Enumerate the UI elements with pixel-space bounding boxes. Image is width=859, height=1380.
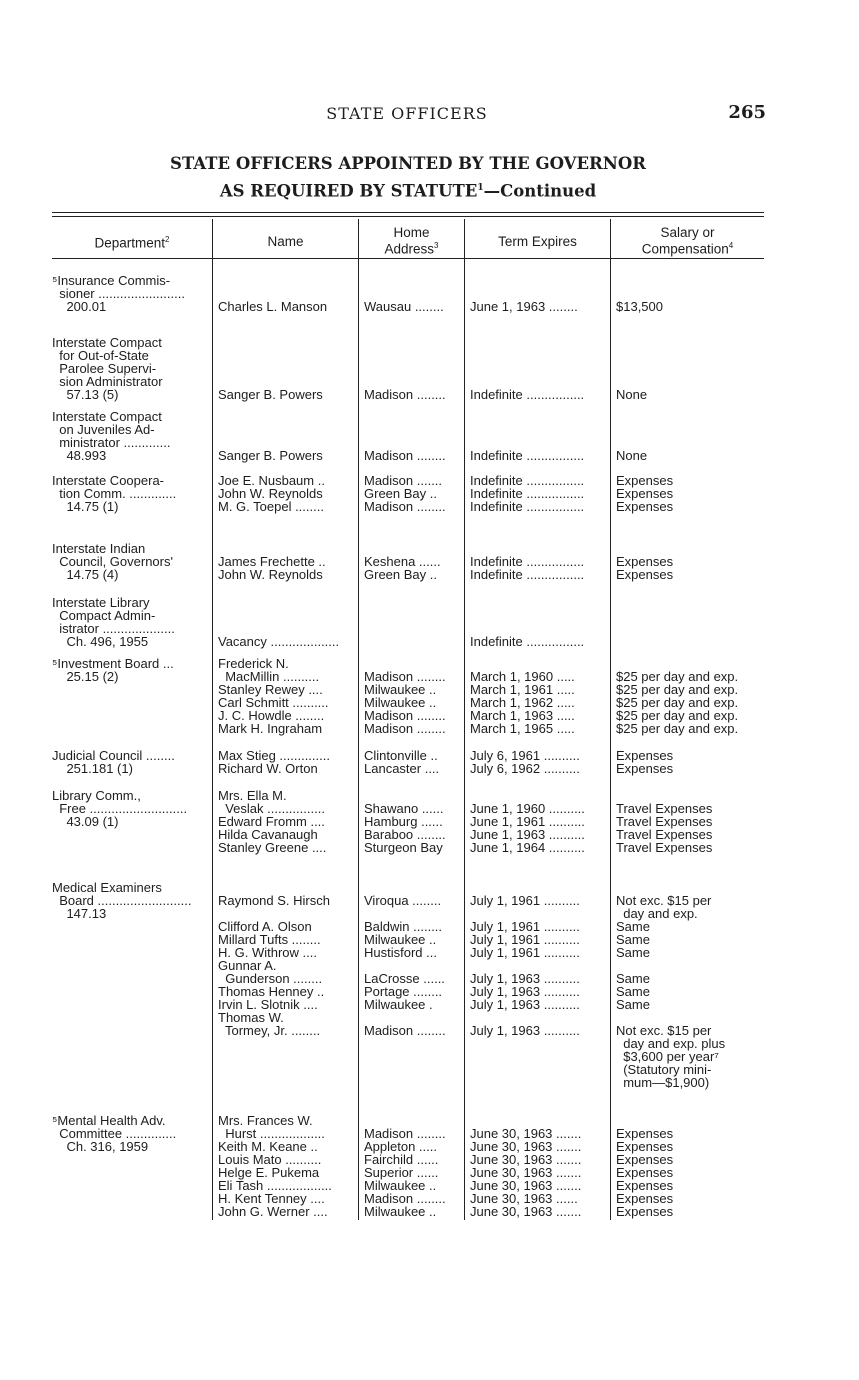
name-cell-line: Clifford A. Olson bbox=[218, 919, 312, 934]
salary-cell-line: Expenses bbox=[616, 499, 674, 514]
name-cell-line: Millard Tufts ........ bbox=[218, 932, 321, 947]
department-cell-line: Compact Admin- bbox=[52, 608, 156, 623]
name-cell-line: Louis Mato .......... bbox=[218, 1152, 322, 1167]
home-address-cell-line: Madison ........ bbox=[364, 721, 446, 736]
term-expires-cell-line: March 1, 1963 ..... bbox=[470, 708, 575, 723]
home-address-cell-line: Viroqua ........ bbox=[364, 893, 442, 908]
term-expires-cell-line: March 1, 1960 ..... bbox=[470, 669, 575, 684]
home-address-cell-line: Superior ...... bbox=[364, 1165, 439, 1180]
department-cell bbox=[52, 1114, 210, 1153]
name-cell bbox=[218, 749, 358, 775]
home-address-cell-line: Madison ........ bbox=[364, 499, 446, 514]
department-cell-line: Ch. 496, 1955 bbox=[52, 634, 149, 649]
header-salary-line1: Salary or bbox=[660, 225, 715, 241]
name-cell-line: Sanger B. Powers bbox=[218, 448, 323, 463]
name-cell-line: Thomas W. bbox=[218, 1010, 284, 1025]
name-cell-line: Mrs. Ella M. bbox=[218, 788, 287, 803]
title-line-2 bbox=[52, 176, 764, 204]
department-cell-line: Free ........................... bbox=[52, 801, 188, 816]
home-address-cell-line: Madison ........ bbox=[364, 1023, 446, 1038]
home-address-cell-line: Madison ........ bbox=[364, 448, 446, 463]
department-cell bbox=[52, 881, 210, 920]
home-address-cell-line: Madison ........ bbox=[364, 1191, 446, 1206]
home-address-cell bbox=[364, 388, 462, 401]
salary-cell-line: Same bbox=[616, 945, 650, 960]
term-expires-cell-line: July 6, 1961 .......... bbox=[470, 748, 580, 763]
home-address-cell-line: Madison ....... bbox=[364, 473, 443, 488]
salary-cell bbox=[616, 657, 764, 735]
salary-cell-line: (Statutory mini- bbox=[616, 1062, 712, 1077]
department-cell-line: sion Administrator bbox=[52, 374, 163, 389]
home-address-cell-line: Baraboo ........ bbox=[364, 827, 446, 842]
department-cell-line: ministrator ............. bbox=[52, 435, 171, 450]
department-cell-line: Interstate Compact bbox=[52, 409, 162, 424]
term-expires-cell bbox=[470, 789, 608, 854]
name-cell-line: Helge E. Pukema bbox=[218, 1165, 320, 1180]
department-cell-line: ⁵Insurance Commis- bbox=[52, 273, 171, 288]
header-term-expires bbox=[465, 224, 610, 258]
name-cell-line: John G. Werner .... bbox=[218, 1204, 328, 1219]
home-address-cell bbox=[364, 300, 462, 313]
home-address-cell-line: Hamburg ...... bbox=[364, 814, 443, 829]
salary-cell-line: Expenses bbox=[616, 1178, 674, 1193]
officers-table bbox=[52, 212, 764, 1220]
home-address-cell-line: Shawano ...... bbox=[364, 801, 444, 816]
name-cell-line: Eli Tash .................. bbox=[218, 1178, 332, 1193]
home-address-cell-line: Milwaukee .. bbox=[364, 1204, 437, 1219]
term-expires-cell-line: Indefinite ................ bbox=[470, 473, 585, 488]
department-cell-line: Parolee Supervi- bbox=[52, 361, 157, 376]
term-expires-cell bbox=[470, 388, 608, 401]
name-cell-line: Gunderson ........ bbox=[218, 971, 323, 986]
name-cell-line: Mark H. Ingraham bbox=[218, 721, 323, 736]
table-top-rule bbox=[52, 212, 764, 213]
name-cell bbox=[218, 635, 358, 648]
salary-cell-line: Expenses bbox=[616, 1139, 674, 1154]
salary-cell-line: Same bbox=[616, 932, 650, 947]
name-cell bbox=[218, 789, 358, 854]
term-expires-cell-line: July 1, 1961 .......... bbox=[470, 932, 580, 947]
name-cell-line: Hurst .................. bbox=[218, 1126, 325, 1141]
department-cell-line: 200.01 bbox=[52, 299, 107, 314]
department-cell-line: Ch. 316, 1959 bbox=[52, 1139, 149, 1154]
department-cell-line: 48.993 bbox=[52, 448, 107, 463]
salary-cell bbox=[616, 881, 764, 1089]
department-cell bbox=[52, 596, 210, 648]
header-home-address-line2: Address bbox=[384, 241, 435, 257]
term-expires-cell-line: July 1, 1963 .......... bbox=[470, 1023, 580, 1038]
term-expires-cell-line: July 1, 1961 .......... bbox=[470, 893, 580, 908]
department-cell-line: 14.75 (1) bbox=[52, 499, 119, 514]
term-expires-cell-line: June 1, 1961 .......... bbox=[470, 814, 585, 829]
term-expires-cell bbox=[470, 749, 608, 775]
salary-cell-line: $25 per day and exp. bbox=[616, 721, 739, 736]
name-cell bbox=[218, 388, 358, 401]
department-cell bbox=[52, 657, 210, 683]
salary-cell bbox=[616, 789, 764, 854]
salary-cell bbox=[616, 300, 764, 313]
column-divider bbox=[610, 219, 611, 1220]
term-expires-cell-line: Indefinite ................ bbox=[470, 499, 585, 514]
salary-cell-line: Travel Expenses bbox=[616, 814, 713, 829]
department-cell-line: Interstate Coopera- bbox=[52, 473, 165, 488]
page-title bbox=[52, 152, 764, 204]
salary-cell-line: Expenses bbox=[616, 473, 674, 488]
salary-cell-line: day and exp. bbox=[616, 906, 698, 921]
salary-cell-line: Expenses bbox=[616, 1204, 674, 1219]
home-address-cell bbox=[364, 555, 462, 581]
home-address-cell-line: Keshena ...... bbox=[364, 554, 441, 569]
term-expires-cell-line: June 30, 1963 ...... bbox=[470, 1191, 578, 1206]
name-cell-line: Keith M. Keane .. bbox=[218, 1139, 318, 1154]
department-cell-line: Interstate Compact bbox=[52, 335, 162, 350]
header-home-address bbox=[359, 224, 464, 258]
header-name bbox=[213, 224, 358, 258]
salary-cell-line: day and exp. plus bbox=[616, 1036, 726, 1051]
salary-cell-line: Expenses bbox=[616, 1126, 674, 1141]
salary-cell-line: $25 per day and exp. bbox=[616, 708, 739, 723]
table-top-rule-2 bbox=[52, 216, 764, 217]
salary-cell-line: Expenses bbox=[616, 486, 674, 501]
salary-cell-line: Expenses bbox=[616, 1165, 674, 1180]
term-expires-cell bbox=[470, 449, 608, 462]
home-address-cell-line: Madison ........ bbox=[364, 387, 446, 402]
salary-cell bbox=[616, 1114, 764, 1218]
name-cell bbox=[218, 1114, 358, 1218]
department-cell bbox=[52, 789, 210, 828]
name-cell bbox=[218, 474, 358, 513]
home-address-cell-line: Portage ........ bbox=[364, 984, 443, 999]
term-expires-cell-line: March 1, 1962 ..... bbox=[470, 695, 575, 710]
department-cell-line: Council, Governors' bbox=[52, 554, 173, 569]
page-number: 265 bbox=[728, 102, 766, 123]
title-line-1: STATE OFFICERS APPOINTED BY THE GOVERNOR bbox=[170, 154, 646, 173]
term-expires-cell-line: June 1, 1963 .......... bbox=[470, 827, 585, 842]
salary-cell-line: Same bbox=[616, 919, 650, 934]
home-address-cell bbox=[364, 749, 462, 775]
header-salary-footnote: 4 bbox=[728, 241, 734, 251]
term-expires-cell-line: July 1, 1961 .......... bbox=[470, 919, 580, 934]
department-cell-line: istrator .................... bbox=[52, 621, 175, 636]
name-cell-line: Sanger B. Powers bbox=[218, 387, 323, 402]
term-expires-cell bbox=[470, 555, 608, 581]
home-address-cell-line: Sturgeon Bay bbox=[364, 840, 443, 855]
department-cell-line: for Out-of-State bbox=[52, 348, 149, 363]
term-expires-cell bbox=[470, 635, 608, 648]
home-address-cell bbox=[364, 789, 462, 854]
home-address-cell-line: Appleton ..... bbox=[364, 1139, 437, 1154]
salary-cell bbox=[616, 749, 764, 775]
department-cell-line: Interstate Library bbox=[52, 595, 150, 610]
term-expires-cell-line: June 1, 1963 ........ bbox=[470, 299, 578, 314]
salary-cell-line: $13,500 bbox=[616, 299, 663, 314]
name-cell-line: Irvin L. Slotnik .... bbox=[218, 997, 318, 1012]
home-address-cell-line: Lancaster .... bbox=[364, 761, 440, 776]
salary-cell-line: None bbox=[616, 448, 648, 463]
salary-cell-line: Travel Expenses bbox=[616, 827, 713, 842]
home-address-cell-line: Wausau ........ bbox=[364, 299, 444, 314]
header-term-expires-label: Term Expires bbox=[498, 233, 577, 249]
header-name-label: Name bbox=[267, 233, 304, 249]
header-home-address-footnote: 3 bbox=[434, 241, 439, 251]
name-cell-line: John W. Reynolds bbox=[218, 567, 323, 582]
salary-cell-line: Same bbox=[616, 997, 650, 1012]
term-expires-cell-line: June 30, 1963 ....... bbox=[470, 1204, 582, 1219]
term-expires-cell-line: July 1, 1963 .......... bbox=[470, 997, 580, 1012]
name-cell bbox=[218, 300, 358, 313]
salary-cell bbox=[616, 635, 764, 648]
department-cell-line: 14.75 (4) bbox=[52, 567, 119, 582]
salary-cell-line: $3,600 per year⁷ bbox=[616, 1049, 719, 1064]
salary-cell bbox=[616, 474, 764, 513]
header-department bbox=[52, 224, 212, 258]
home-address-cell-line: Hustisford ... bbox=[364, 945, 437, 960]
term-expires-cell-line: Indefinite ................ bbox=[470, 486, 585, 501]
home-address-cell-line: Green Bay .. bbox=[364, 567, 437, 582]
title-line-2-suffix: —Continued bbox=[483, 181, 597, 201]
salary-cell-line: Expenses bbox=[616, 554, 674, 569]
running-title: STATE OFFICERS bbox=[326, 104, 488, 123]
department-cell-line: tion Comm. ............. bbox=[52, 486, 177, 501]
department-cell-line: 25.15 (2) bbox=[52, 669, 119, 684]
home-address-cell-line: Clintonville .. bbox=[364, 748, 438, 763]
term-expires-cell-line: July 1, 1963 .......... bbox=[470, 984, 580, 999]
term-expires-cell-line: June 1, 1964 .......... bbox=[470, 840, 585, 855]
home-address-cell-line: Milwaukee .. bbox=[364, 695, 437, 710]
home-address-cell bbox=[364, 657, 462, 735]
salary-cell-line: Expenses bbox=[616, 1191, 674, 1206]
salary-cell-line: Same bbox=[616, 984, 650, 999]
home-address-cell-line: Milwaukee .. bbox=[364, 932, 437, 947]
department-cell bbox=[52, 274, 210, 313]
running-head bbox=[0, 104, 859, 128]
salary-cell-line: Expenses bbox=[616, 567, 674, 582]
department-cell-line: ⁵Mental Health Adv. bbox=[52, 1113, 166, 1128]
term-expires-cell-line: Indefinite ................ bbox=[470, 634, 585, 649]
department-cell-line: on Juveniles Ad- bbox=[52, 422, 155, 437]
name-cell-line: Stanley Rewey .... bbox=[218, 682, 323, 697]
term-expires-cell-line: June 30, 1963 ....... bbox=[470, 1126, 582, 1141]
department-cell-line: Judicial Council ........ bbox=[52, 748, 175, 763]
home-address-cell-line: Milwaukee .. bbox=[364, 682, 437, 697]
term-expires-cell-line: Indefinite ................ bbox=[470, 554, 585, 569]
title-footnote-ref: 1 bbox=[477, 183, 484, 193]
name-cell-line: MacMillin .......... bbox=[218, 669, 320, 684]
salary-cell bbox=[616, 449, 764, 462]
salary-cell-line: Travel Expenses bbox=[616, 801, 713, 816]
home-address-cell-line: Green Bay .. bbox=[364, 486, 437, 501]
term-expires-cell-line: June 1, 1960 .......... bbox=[470, 801, 585, 816]
term-expires-cell-line: Indefinite ................ bbox=[470, 567, 585, 582]
header-home-address-line1: Home bbox=[393, 225, 430, 241]
name-cell-line: Tormey, Jr. ........ bbox=[218, 1023, 321, 1038]
header-department-footnote: 2 bbox=[165, 234, 170, 244]
name-cell-line: Gunnar A. bbox=[218, 958, 277, 973]
home-address-cell-line: Madison ........ bbox=[364, 708, 446, 723]
salary-cell-line: Expenses bbox=[616, 1152, 674, 1167]
name-cell-line: Frederick N. bbox=[218, 656, 289, 671]
name-cell-line: James Frechette .. bbox=[218, 554, 326, 569]
term-expires-cell bbox=[470, 1114, 608, 1218]
name-cell bbox=[218, 555, 358, 581]
header-department-label: Department bbox=[94, 235, 166, 251]
department-cell-line: 147.13 bbox=[52, 906, 107, 921]
term-expires-cell-line: July 1, 1961 .......... bbox=[470, 945, 580, 960]
salary-cell-line: $25 per day and exp. bbox=[616, 682, 739, 697]
name-cell-line: Vacancy ................... bbox=[218, 634, 340, 649]
salary-cell-line: Expenses bbox=[616, 748, 674, 763]
term-expires-cell-line: March 1, 1961 ..... bbox=[470, 682, 575, 697]
name-cell-line: J. C. Howdle ........ bbox=[218, 708, 325, 723]
department-cell bbox=[52, 336, 210, 401]
department-cell bbox=[52, 474, 210, 513]
department-cell-line: Medical Examiners bbox=[52, 880, 162, 895]
table-header-rule bbox=[52, 258, 764, 259]
name-cell-line: John W. Reynolds bbox=[218, 486, 323, 501]
salary-cell-line: mum—$1,900) bbox=[616, 1075, 710, 1090]
salary-cell-line: $25 per day and exp. bbox=[616, 669, 739, 684]
home-address-cell-line: Milwaukee . bbox=[364, 997, 433, 1012]
salary-cell-line: Travel Expenses bbox=[616, 840, 713, 855]
department-cell-line: Library Comm., bbox=[52, 788, 141, 803]
salary-cell-line bbox=[616, 635, 764, 648]
home-address-cell-line bbox=[364, 635, 462, 648]
department-cell-line: ⁵Investment Board ... bbox=[52, 656, 174, 671]
name-cell-line: Max Stieg .............. bbox=[218, 748, 330, 763]
salary-cell bbox=[616, 388, 764, 401]
department-cell-line: 57.13 (5) bbox=[52, 387, 119, 402]
home-address-cell bbox=[364, 1114, 462, 1218]
name-cell-line: M. G. Toepel ........ bbox=[218, 499, 324, 514]
department-cell-line: Interstate Indian bbox=[52, 541, 146, 556]
name-cell bbox=[218, 657, 358, 735]
term-expires-cell bbox=[470, 474, 608, 513]
home-address-cell-line: Milwaukee .. bbox=[364, 1178, 437, 1193]
name-cell-line: Veslak ................ bbox=[218, 801, 325, 816]
term-expires-cell-line: June 30, 1963 ....... bbox=[470, 1165, 582, 1180]
name-cell bbox=[218, 881, 358, 1037]
home-address-cell bbox=[364, 635, 462, 648]
home-address-cell bbox=[364, 881, 462, 1037]
term-expires-cell bbox=[470, 657, 608, 735]
name-cell-line: Raymond S. Hirsch bbox=[218, 893, 330, 908]
name-cell-line: Hilda Cavanaugh bbox=[218, 827, 318, 842]
home-address-cell-line: Fairchild ...... bbox=[364, 1152, 439, 1167]
column-divider bbox=[464, 219, 465, 1220]
salary-cell-line: Same bbox=[616, 971, 650, 986]
term-expires-cell-line: Indefinite ................ bbox=[470, 448, 585, 463]
department-cell-line: 43.09 (1) bbox=[52, 814, 119, 829]
department-cell bbox=[52, 749, 210, 775]
name-cell-line: Stanley Greene .... bbox=[218, 840, 327, 855]
department-cell bbox=[52, 410, 210, 462]
header-salary-line2: Compensation bbox=[641, 241, 729, 257]
term-expires-cell-line: July 6, 1962 .......... bbox=[470, 761, 580, 776]
term-expires-cell-line: June 30, 1963 ....... bbox=[470, 1139, 582, 1154]
department-cell-line: 251.181 (1) bbox=[52, 761, 133, 776]
title-line-2-prefix: AS REQUIRED BY STATUTE bbox=[219, 181, 478, 201]
header-salary bbox=[611, 224, 764, 258]
salary-cell-line: Not exc. $15 per bbox=[616, 893, 712, 908]
salary-cell-line: Not exc. $15 per bbox=[616, 1023, 712, 1038]
salary-cell-line: $25 per day and exp. bbox=[616, 695, 739, 710]
term-expires-cell bbox=[470, 300, 608, 313]
salary-cell-line: Expenses bbox=[616, 761, 674, 776]
department-cell-line: sioner ........................ bbox=[52, 286, 185, 301]
salary-cell-line: None bbox=[616, 387, 648, 402]
name-cell-line: Carl Schmitt .......... bbox=[218, 695, 329, 710]
home-address-cell bbox=[364, 449, 462, 462]
term-expires-cell-line: Indefinite ................ bbox=[470, 387, 585, 402]
salary-cell bbox=[616, 555, 764, 581]
home-address-cell-line: Madison ........ bbox=[364, 669, 446, 684]
home-address-cell-line: Madison ........ bbox=[364, 1126, 446, 1141]
name-cell bbox=[218, 449, 358, 462]
term-expires-cell-line: July 1, 1963 .......... bbox=[470, 971, 580, 986]
term-expires-cell-line: June 30, 1963 ....... bbox=[470, 1152, 582, 1167]
column-divider bbox=[358, 219, 359, 1220]
term-expires-cell bbox=[470, 881, 608, 1037]
term-expires-cell-line: March 1, 1965 ..... bbox=[470, 721, 575, 736]
term-expires-cell-line: June 30, 1963 ....... bbox=[470, 1178, 582, 1193]
name-cell-line: Edward Fromm .... bbox=[218, 814, 325, 829]
name-cell-line: H. G. Withrow .... bbox=[218, 945, 317, 960]
department-cell-line: Committee .............. bbox=[52, 1126, 177, 1141]
name-cell-line: Joe E. Nusbaum .. bbox=[218, 473, 325, 488]
name-cell-line: H. Kent Tenney .... bbox=[218, 1191, 325, 1206]
department-cell-line: Board .......................... bbox=[52, 893, 192, 908]
name-cell-line: Mrs. Frances W. bbox=[218, 1113, 313, 1128]
home-address-cell bbox=[364, 474, 462, 513]
column-divider bbox=[212, 219, 213, 1220]
department-cell bbox=[52, 542, 210, 581]
home-address-cell-line: Baldwin ........ bbox=[364, 919, 443, 934]
name-cell-line: Charles L. Manson bbox=[218, 299, 328, 314]
name-cell-line: Richard W. Orton bbox=[218, 761, 318, 776]
name-cell-line: Thomas Henney .. bbox=[218, 984, 325, 999]
home-address-cell-line: LaCrosse ...... bbox=[364, 971, 445, 986]
